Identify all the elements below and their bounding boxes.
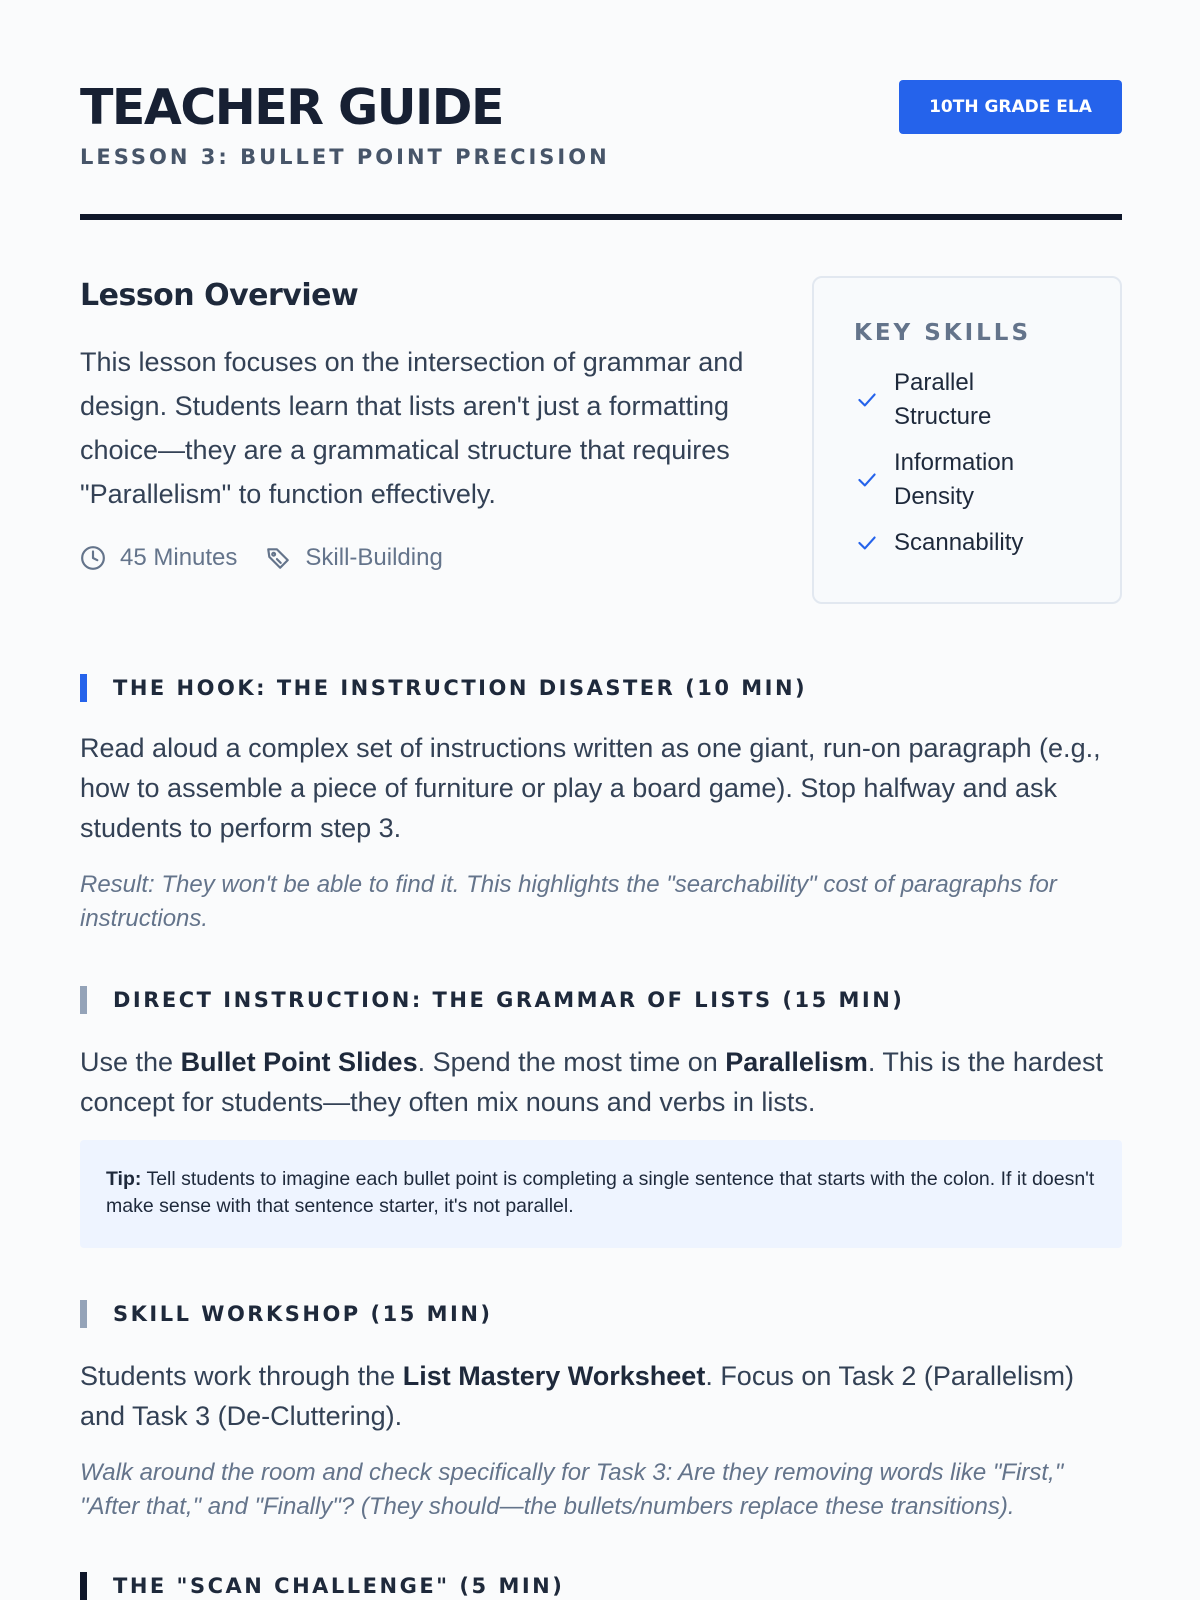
duration-meta [80,544,237,572]
grade-badge: 10TH GRADE ELA [899,80,1122,134]
section-heading-text: THE HOOK: THE INSTRUCTION DISASTER (10 MIN) [113,676,808,700]
duration-label: 45 Minutes [120,544,238,571]
check-icon [854,387,880,413]
section-heading-skill-workshop [80,1300,493,1328]
section-heading-hook [80,674,807,702]
worksheet-label: List Mastery Worksheet [402,1361,706,1391]
type-label: Skill-Building [305,544,443,571]
header [80,80,1122,220]
tip-box [80,1140,1122,1248]
direct-instruction-body [80,1042,1122,1122]
section-heading-direct-instruction [80,986,904,1014]
skill-label: Parallel Structure [894,369,992,430]
type-meta [265,544,442,572]
section-heading-text: THE "SCAN CHALLENGE" (5 MIN) [113,1574,565,1598]
body-text-part: Students work through the [80,1361,403,1391]
section-heading-text: DIRECT INSTRUCTION: THE GRAMMAR OF LISTS (15 MIN) [113,988,905,1012]
list-item [854,446,1090,514]
tag-icon [265,545,291,571]
bullet-point-slides-label: Bullet Point Slides [180,1047,418,1077]
section-heading-text: SKILL WORKSHOP (15 MIN) [113,1302,493,1326]
overview-title: Lesson Overview [80,278,359,313]
header-divider [80,214,1122,220]
clock-icon [80,545,106,571]
key-skills-list [854,366,1090,560]
list-item [854,366,1090,434]
body-text-part: . This is the hardest concept for students—they often mix nouns and verbs in lists. [80,1047,1103,1117]
skill-label: Scannability [894,529,1024,556]
section-accent-bar [80,1300,87,1328]
skill-label: Information Density [894,449,1015,510]
overview-text: This lesson focuses on the intersection of grammar and design. Students learn that lists aren't just a formatting choice—they are a grammatical structure that requires "Parallelism" to function effectively. [80,347,744,509]
key-skills-title: KEY SKILLS [854,320,1032,346]
skill-workshop-body [80,1356,1122,1436]
key-skills-card [812,276,1122,604]
lesson-subtitle: LESSON 3: BULLET POINT PRECISION [80,145,610,169]
section-accent-bar [80,986,87,1014]
body-text-part: . Spend the most time on [417,1047,726,1077]
lesson-overview [80,276,760,572]
skill-workshop-note: Walk around the room and check specifically for Task 3: Are they removing words like "First," "After that," and "Finally"? (They should—the bullets/numbers replace these transitions). [80,1459,1064,1520]
section-accent-bar [80,1572,87,1600]
check-icon [854,467,880,493]
teacher-guide-page [80,0,1122,1600]
check-icon [854,530,880,556]
section-accent-bar [80,674,87,702]
section-heading-scan-challenge [80,1572,564,1600]
list-item [854,526,1090,560]
body-text-part: Use the [80,1047,181,1077]
page-title: TEACHER GUIDE [80,79,503,136]
lesson-meta [80,544,760,572]
tip-label: Tip: [106,1168,142,1190]
body-text-part: . Focus on Task 2 (Parallelism) and Task 3 (De-Cluttering). [80,1361,1074,1431]
hook-body: Read aloud a complex set of instructions written as one giant, run-on paragraph (e.g., how to assemble a piece of furniture or play a board game). Stop halfway and ask students to perform step 3. [80,733,1101,843]
tip-text: Tell students to imagine each bullet point is completing a single sentence that starts with the colon. If it doesn't make sense with that sentence starter, it's not parallel. [106,1168,1095,1217]
hook-note: Result: They won't be able to find it. This highlights the "searchability" cost of paragraphs for instructions. [80,871,1057,932]
parallelism-label: Parallelism [725,1047,868,1077]
